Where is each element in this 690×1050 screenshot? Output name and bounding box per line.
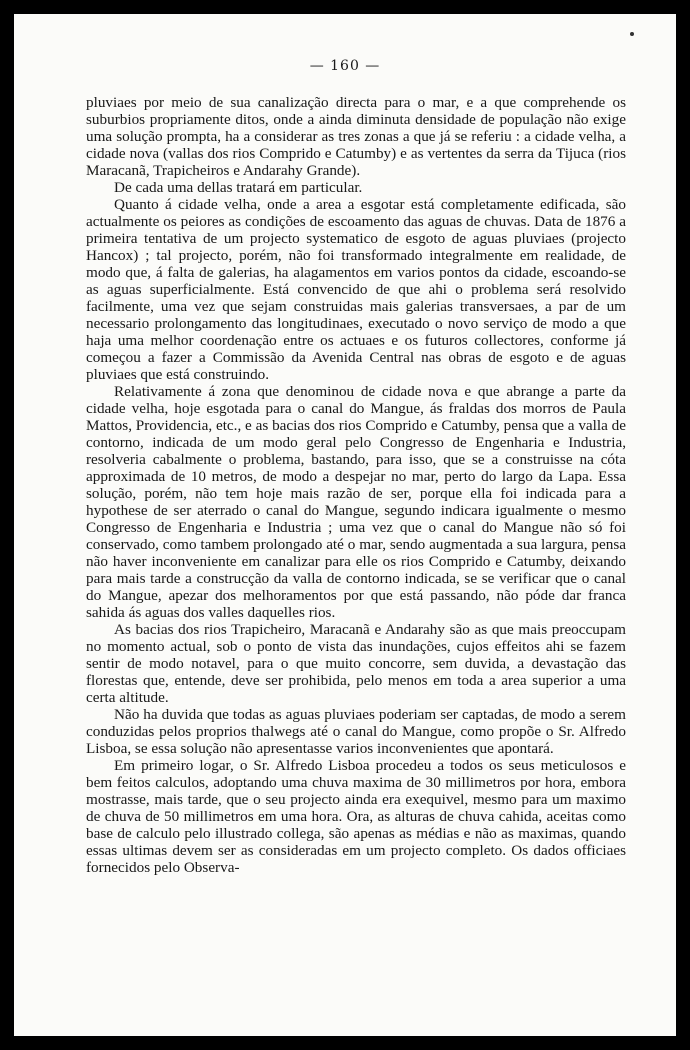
book-page <box>14 14 676 1036</box>
paragraph-river-basins: As bacias dos rios Trapicheiro, Maracanã e Andarahy são as que mais preoccupam no momento actual, sob o ponto de vista das inundações, cujos effeitos ahi se fazem sentir de modo notavel, para o que muito concorre, sem duvida, a devastação das florestas que, entende, deve ser prohibida, pelo menos em toda a area superior a uma certa altitude. <box>86 621 626 706</box>
paragraph-continued: pluviaes por meio de sua canalização directa para o mar, e a que comprehende os suburbios propriamente ditos, onde a ainda diminuta densidade de população não exige uma solução prompta, ha a considerar as tres zonas a que já se referiu : a cidade velha, a cidade nova (vallas dos rios Comprido e Catumby) e as vertentes da serra da Tijuca (rios Maracanã, Trapicheiros e Andarahy Grande). <box>86 94 626 179</box>
paragraph-rainfall-calculations: Em primeiro logar, o Sr. Alfredo Lisboa procedeu a todos os seus meticulosos e bem feitos calculos, adoptando uma chuva maxima de 30 millimetros por hora, embora mostrasse, mais tarde, que o seu projecto ainda era exequivel, mesmo para um maximo de chuva de 50 millimetros em uma hora. Ora, as alturas de chuva cahida, aceitas como base de calculo pelo illustrado collega, são apenas as médias e não as maximas, quando essas ultimas devem ser as consideradas em um projecto completo. Os dados officiaes fornecidos pelo Observa- <box>86 757 626 876</box>
paragraph-cidade-nova: Relativamente á zona que denominou de cidade nova e que abrange a parte da cidade velha, hoje esgotada para o canal do Mangue, ás fraldas dos morros de Paula Mattos, Providencia, etc., e as bacias dos rios Comprido e Catumby, pensa que a valla de contorno, indicada de um modo geral pelo Congresso de Engenharia e Industria, resolveria cabalmente o problema, bastando, para isso, que se a construisse na cóta approximada de 10 metros, de modo a despejar no mar, perto do largo da Lapa. Essa solução, porém, não tem hoje mais razão de ser, porque ella foi indicada para a hypothese de ser aterrado o canal do Mangue, segundo indicara igualmente o mesmo Congresso de Engenharia e Industria ; uma vez que o canal do Mangue não só foi conservado, como tambem prolongado até o mar, sendo augmentada a sua largura, pensa não haver inconveniente em canalizar para elle os rios Comprido e Catumby, deixando para mais tarde a construcção da valla de contorno indicada, se se verificar que o canal do Mangue, apezar dos melhoramentos por que está passando, não póde dar franca sahida ás aguas dos valles daquelles rios. <box>86 383 626 621</box>
printer-mark <box>630 32 634 36</box>
body-text <box>86 94 626 876</box>
paragraph-cidade-velha: Quanto á cidade velha, onde a area a esgotar está completamente edificada, são actualmente os peiores as condições de escoamento das aguas de chuvas. Data de 1876 a primeira tentativa de um projecto systematico de esgoto de aguas pluviaes (projecto Hancox) ; tal projecto, porém, não foi transformado integralmente em realidade, de modo que, á falta de galerias, ha alagamentos em varios pontos da cidade, escoando-se as aguas superficialmente. Está convencido de que ahi o problema será resolvido facilmente, uma vez que sejam construidas mais galerias transversaes, a par de um necessario prolongamento das longitudinaes, executado o novo serviço de modo a que haja uma melhor coordenação entre os actuaes e os futuros collectores, conforme já começou a fazer a Commissão da Avenida Central nas obras de esgoto e de aguas pluviaes que está construindo. <box>86 196 626 383</box>
page-number: — 160 — <box>309 58 381 74</box>
paragraph-pluvial-waters: Não ha duvida que todas as aguas pluviaes poderiam ser captadas, de modo a serem conduzidas pelos proprios thalwegs até o canal do Mangue, como propõe o Sr. Alfredo Lisboa, se essa solução não apresentasse varios inconvenientes que apontará. <box>86 706 626 757</box>
paragraph-each-zone: De cada uma dellas tratará em particular. <box>114 179 363 196</box>
